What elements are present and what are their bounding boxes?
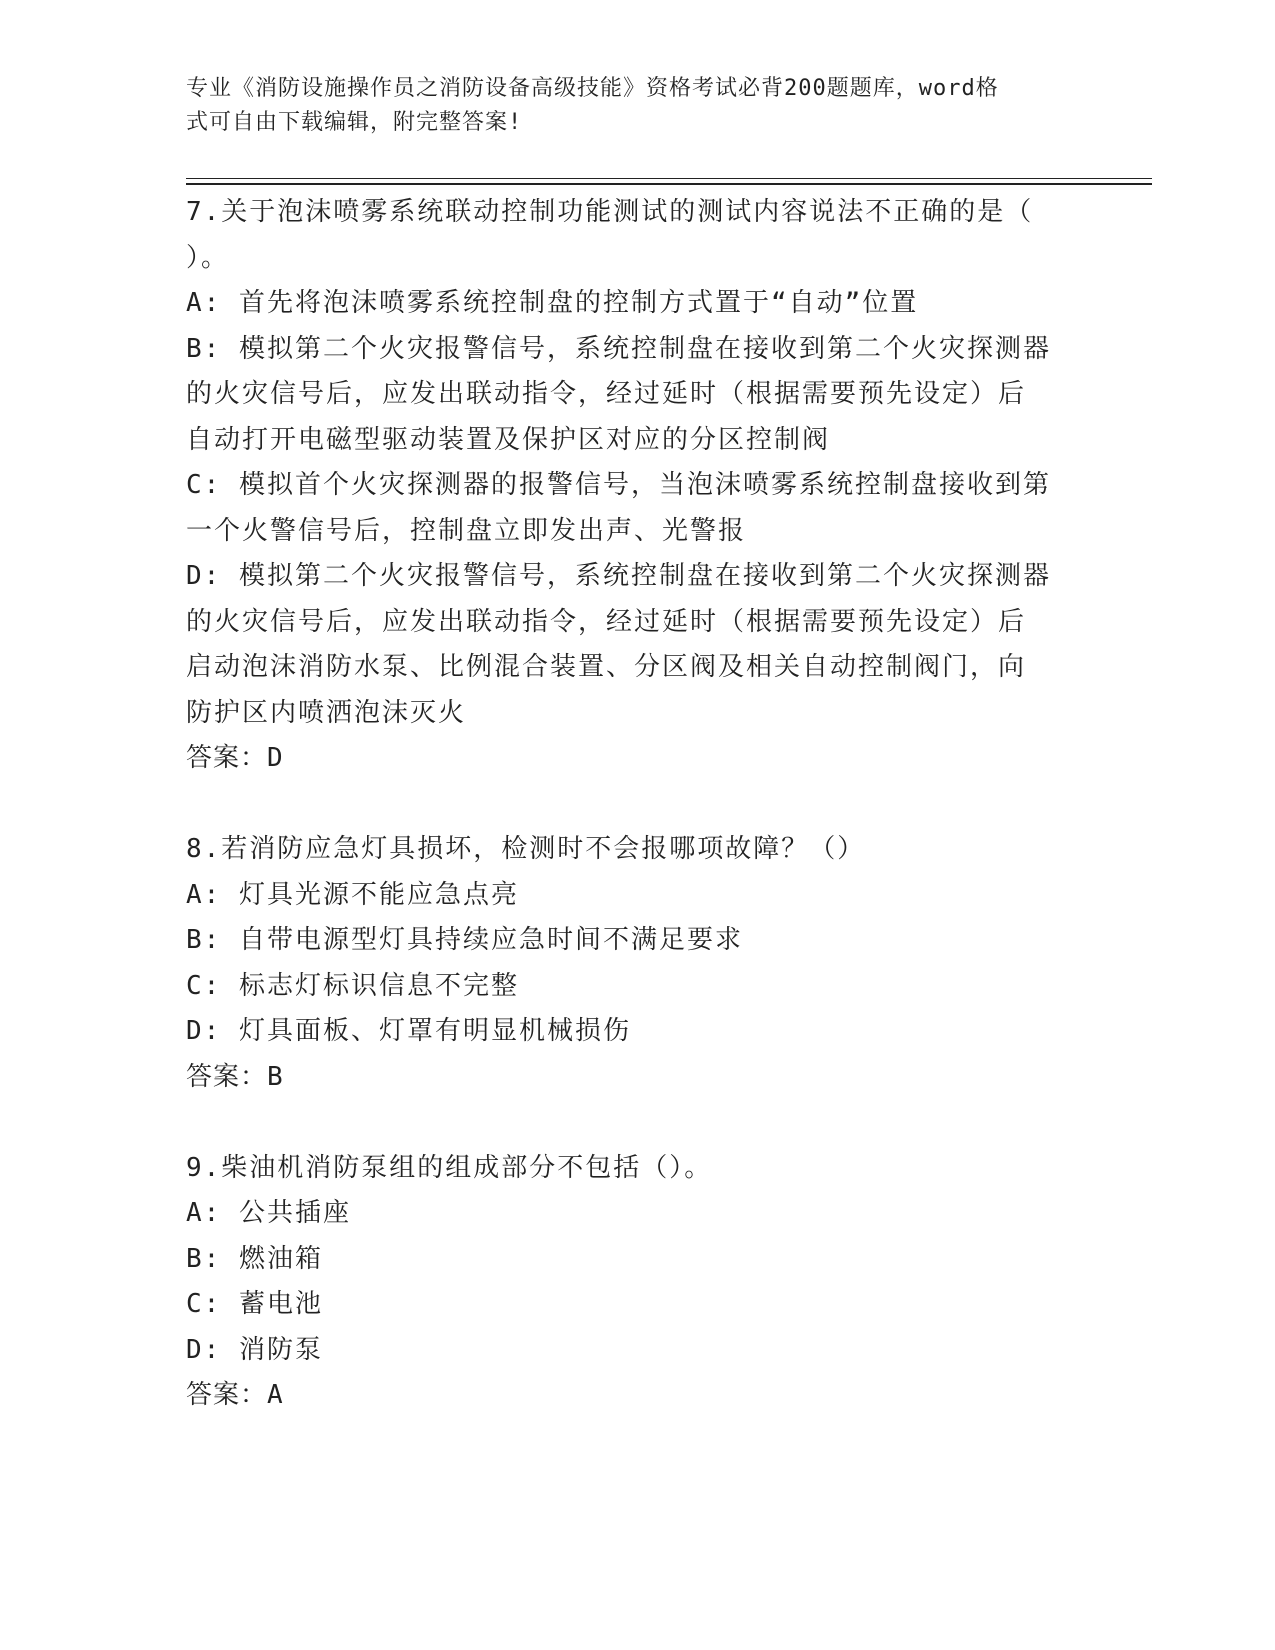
answer-label: 答案：B	[186, 1061, 284, 1092]
option-d-cont: 启动泡沫消防水泵、比例混合装置、分区阀及相关自动控制阀门，向	[186, 652, 1027, 682]
option-b: B: 模拟第二个火灾报警信号，系统控制盘在接收到第二个火灾探测器	[186, 333, 1051, 364]
option-d-cont: 的火灾信号后，应发出联动指令，经过延时（根据需要预先设定）后	[186, 606, 1027, 637]
option-d: D: 模拟第二个火灾报警信号，系统控制盘在接收到第二个火灾探测器	[186, 561, 1051, 591]
header-divider-thin	[186, 178, 1152, 179]
answer-label: 答案：D	[186, 743, 284, 773]
option-b: B: 燃油箱	[186, 1243, 323, 1274]
option-b-cont: 自动打开电磁型驱动装置及保护区对应的分区控制阀	[186, 424, 831, 455]
header-divider-thick	[186, 183, 1152, 185]
document-header	[186, 72, 1066, 140]
option-c: C: 标志灯标识信息不完整	[186, 970, 519, 1001]
option-c: C: 模拟首个火灾探测器的报警信号，当泡沫喷雾系统控制盘接收到第	[186, 470, 1051, 500]
option-b-cont: 的火灾信号后，应发出联动指令，经过延时（根据需要预先设定）后	[186, 379, 1027, 409]
option-a: A: 灯具光源不能应急点亮	[186, 879, 519, 910]
question-stem-line: 7.关于泡沫喷雾系统联动控制功能测试的测试内容说法不正确的是（	[186, 197, 1034, 227]
question-stem-line: 9.柴油机消防泵组的组成部分不包括（）。	[186, 1152, 713, 1183]
question-stem-line: ）。	[186, 242, 230, 273]
option-d-cont: 防护区内喷洒泡沫灭火	[186, 697, 467, 728]
header-title-line-1: 专业《消防设施操作员之消防设备高级技能》资格考试必背200题题库，word格	[186, 76, 999, 101]
question-8	[186, 827, 1076, 1100]
answer-label: 答案：A	[186, 1380, 284, 1410]
question-7	[186, 190, 1076, 782]
header-title-line-2: 式可自由下载编辑，附完整答案!	[186, 110, 523, 135]
option-c-cont: 一个火警信号后，控制盘立即发出声、光警报	[186, 515, 747, 546]
option-b: B: 自带电源型灯具持续应急时间不满足要求	[186, 925, 743, 955]
option-a: A: 首先将泡沫喷雾系统控制盘的控制方式置于“自动”位置	[186, 288, 919, 318]
option-c: C: 蓄电池	[186, 1289, 323, 1319]
option-d: D: 灯具面板、灯罩有明显机械损伤	[186, 1016, 631, 1046]
question-9	[186, 1146, 1076, 1419]
question-stem-line: 8.若消防应急灯具损坏，检测时不会报哪项故障？（）	[186, 834, 866, 864]
question-list	[186, 190, 1076, 1419]
option-a: A: 公共插座	[186, 1198, 351, 1228]
option-d: D: 消防泵	[186, 1334, 323, 1365]
